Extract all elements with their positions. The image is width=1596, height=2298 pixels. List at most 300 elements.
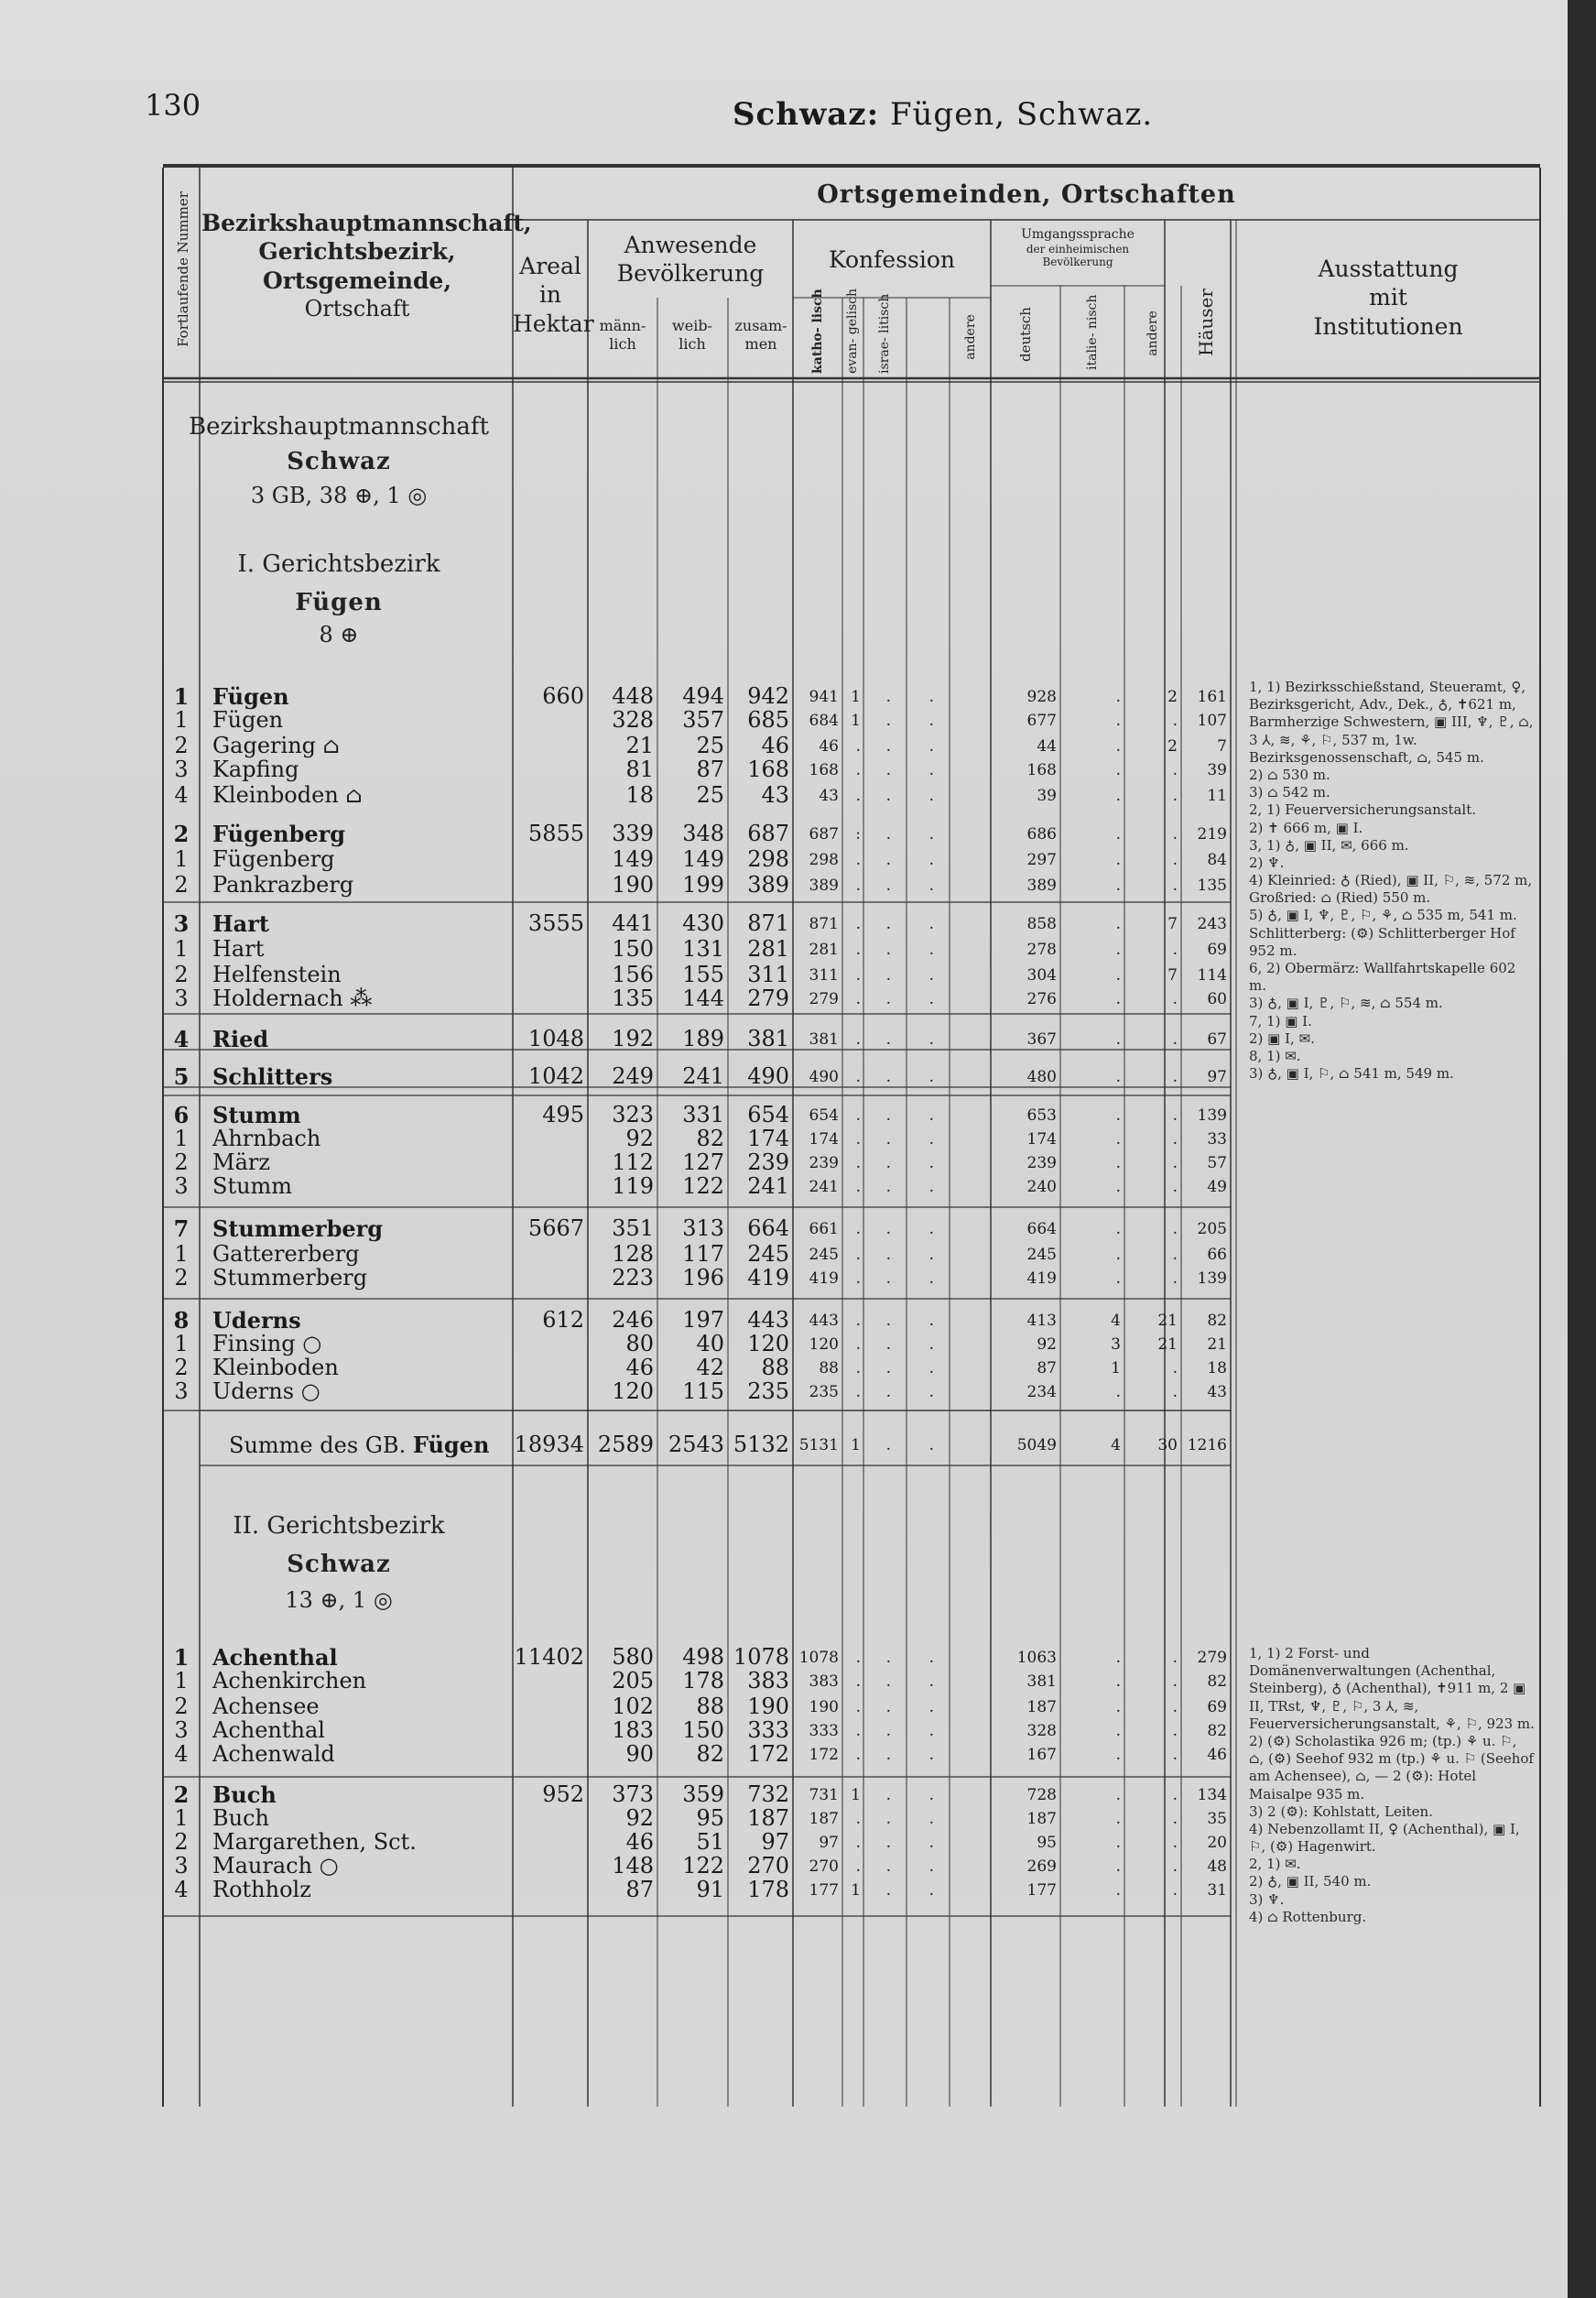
ortschaft-name: März — [212, 1149, 270, 1175]
cell-m: 150 — [612, 936, 654, 962]
cell-kath: 190 — [809, 1698, 839, 1716]
cell-evang: . — [855, 1246, 861, 1264]
cell-isr: . — [885, 1220, 891, 1238]
cell-deutsch: 677 — [1026, 712, 1057, 730]
cell-and_s: . — [1172, 825, 1178, 844]
cell-isr: . — [885, 966, 891, 985]
cell-ital: . — [1115, 1269, 1121, 1288]
cell-z: 443 — [747, 1307, 789, 1333]
ortschaft-name: Fügen — [212, 707, 284, 733]
cell-z: 333 — [747, 1717, 789, 1743]
ausstattung-entry: 2, 1) ✉. — [1249, 1856, 1301, 1873]
cell-isr: . — [885, 1154, 891, 1172]
summe-haeuser: 1216 — [1187, 1436, 1227, 1454]
cell-z: 178 — [747, 1877, 789, 1902]
row-number: 3 — [174, 1378, 189, 1404]
cell-evang: . — [855, 990, 861, 1008]
cell-ital: . — [1115, 1130, 1121, 1149]
header-israelitisch: israe- litisch — [877, 293, 892, 374]
row-number: 3 — [174, 1853, 189, 1879]
cell-and_k: . — [928, 688, 934, 706]
summe-italienisch: 4 — [1111, 1436, 1121, 1454]
cell-isr: . — [885, 915, 891, 933]
cell-and_s: . — [1172, 1068, 1178, 1086]
row-number: 8 — [173, 1307, 190, 1334]
cell-isr: . — [885, 1030, 891, 1049]
ortschaft-name: Fügenberg — [212, 846, 335, 872]
cell-and_s: . — [1172, 712, 1178, 730]
cell-w: 155 — [682, 962, 724, 987]
cell-areal: 11402 — [514, 1644, 584, 1670]
cell-evang: . — [855, 737, 861, 756]
cell-z: 187 — [747, 1805, 789, 1831]
cell-ital: . — [1115, 1834, 1121, 1852]
cell-and_s: 2 — [1167, 737, 1178, 756]
cell-deutsch: 278 — [1026, 941, 1057, 959]
cell-haeuser: 279 — [1197, 1649, 1227, 1667]
row-number: 1 — [174, 1668, 189, 1694]
cell-m: 448 — [612, 683, 654, 709]
ausstattung-entry: 2) (⚙) Scholastika 926 m; (tp.) ⚘ u. ⚐, ⌂, (⚙) Seehof 932 m (tp.) ⚘ u. ⚐ (Seehof am Achensee), ⌂, — 2 (⚙): Hotel Maisalpe 935 m. — [1249, 1732, 1534, 1802]
ortschaft-name: Kapfing — [212, 757, 299, 782]
cell-ital: . — [1115, 941, 1121, 959]
cell-w: 115 — [682, 1378, 724, 1404]
cell-deutsch: 858 — [1026, 915, 1057, 933]
cell-and_s: 7 — [1167, 966, 1178, 985]
cell-kath: 731 — [809, 1786, 839, 1804]
cell-z: 871 — [747, 910, 789, 936]
cell-haeuser: 46 — [1207, 1746, 1227, 1764]
cell-w: 494 — [682, 683, 724, 709]
cell-and_k: . — [928, 1068, 934, 1086]
cell-isr: . — [885, 1178, 891, 1196]
cell-deutsch: 1063 — [1016, 1649, 1057, 1667]
cell-ital: 3 — [1111, 1335, 1121, 1354]
cell-evang: . — [855, 1746, 861, 1764]
cell-isr: . — [885, 712, 891, 730]
cell-and_k: . — [928, 851, 934, 869]
cell-deutsch: 44 — [1037, 737, 1057, 756]
cell-deutsch: 419 — [1026, 1269, 1057, 1288]
cell-z: 685 — [747, 707, 789, 733]
cell-kath: 97 — [819, 1834, 839, 1852]
cell-areal: 495 — [542, 1102, 584, 1127]
cell-evang: . — [855, 1672, 861, 1691]
header-umgangssprache-line3: Bevölkerung — [1042, 256, 1113, 269]
cell-w: 95 — [696, 1805, 724, 1831]
cell-evang: . — [855, 1383, 861, 1401]
cell-ital: . — [1115, 1649, 1121, 1667]
row-number: 1 — [174, 1241, 189, 1267]
cell-w: 91 — [696, 1877, 724, 1902]
cell-ital: . — [1115, 1068, 1121, 1086]
cell-isr: . — [885, 787, 891, 805]
cell-evang: . — [855, 877, 861, 895]
cell-z: 311 — [747, 962, 789, 987]
cell-evang: : — [855, 825, 861, 844]
cell-kath: 443 — [809, 1312, 839, 1330]
cell-w: 82 — [696, 1741, 724, 1767]
cell-z: 654 — [747, 1102, 789, 1127]
cell-and_s: . — [1172, 1130, 1178, 1149]
header-umgangssprache-line2: der einheimischen — [1026, 242, 1130, 256]
cell-evang: . — [855, 1130, 861, 1149]
cell-and_k: . — [928, 1246, 934, 1264]
ausstattung-entry: 2) ▣ I, ✉. — [1249, 1029, 1315, 1047]
cell-haeuser: 11 — [1207, 787, 1227, 805]
cell-isr: . — [885, 1881, 891, 1900]
ortschaft-name: Stummerberg — [212, 1265, 368, 1291]
cell-kath: 270 — [809, 1857, 839, 1876]
header-areal-line2: in — [538, 281, 562, 309]
cell-m: 149 — [612, 846, 654, 872]
cell-evang: . — [855, 1312, 861, 1330]
ausstattung-entry: 3) ♁, ▣ I, ♇, ⚐, ≋, ⌂ 554 m. — [1249, 995, 1443, 1012]
cell-w: 348 — [682, 821, 724, 846]
ortsgemeinde-name: Achenthal — [212, 1644, 338, 1671]
cell-haeuser: 7 — [1217, 737, 1227, 756]
section-gb2-line2: Schwaz — [287, 1550, 391, 1578]
cell-w: 25 — [696, 733, 724, 758]
cell-haeuser: 161 — [1197, 688, 1227, 706]
cell-z: 732 — [747, 1781, 789, 1807]
cell-ital: . — [1115, 966, 1121, 985]
ortschaft-name: Kleinboden ⌂ — [212, 782, 363, 808]
cell-m: 156 — [612, 962, 654, 987]
cell-and_k: . — [928, 1220, 934, 1238]
section-gb2-line1: II. Gerichtsbezirk — [233, 1512, 445, 1540]
cell-ital: . — [1115, 990, 1121, 1008]
cell-areal: 1042 — [527, 1063, 584, 1089]
summe-label-pre: Summe des GB. — [229, 1432, 413, 1458]
cell-m: 18 — [625, 782, 654, 808]
cell-kath: 419 — [809, 1269, 839, 1288]
row-number: 4 — [174, 1741, 189, 1767]
header-andere-konfession: andere — [963, 314, 978, 360]
cell-and_s: . — [1172, 1810, 1178, 1828]
ortsgemeinde-name: Fügen — [212, 683, 289, 710]
cell-and_k: . — [928, 1335, 934, 1354]
header-zusammen: zusam- men — [734, 317, 787, 353]
cell-and_k: . — [928, 1154, 934, 1172]
cell-and_s: . — [1172, 1857, 1178, 1876]
cell-deutsch: 234 — [1026, 1383, 1057, 1401]
row-number: 2 — [174, 1829, 189, 1855]
ortsgemeinde-name: Ried — [212, 1026, 269, 1052]
cell-ital: . — [1115, 1178, 1121, 1196]
section-gb1-line3: 8 ⊕ — [319, 621, 359, 648]
cell-isr: . — [885, 1130, 891, 1149]
cell-z: 687 — [747, 821, 789, 846]
cell-kath: 245 — [809, 1246, 839, 1264]
cell-z: 270 — [747, 1853, 789, 1879]
header-konfession: Konfession — [828, 246, 955, 273]
cell-w: 122 — [682, 1173, 724, 1199]
cell-evang: . — [855, 1649, 861, 1667]
page-title-rest: Fügen, Schwaz. — [879, 96, 1154, 133]
cell-z: 172 — [747, 1741, 789, 1767]
summe-israelitisch: . — [885, 1436, 891, 1454]
cell-w: 144 — [682, 986, 724, 1011]
cell-and_s: . — [1172, 1722, 1178, 1740]
row-number: 7 — [173, 1215, 190, 1242]
cell-haeuser: 21 — [1207, 1335, 1227, 1354]
cell-deutsch: 728 — [1026, 1786, 1057, 1804]
cell-kath: 654 — [809, 1106, 839, 1125]
row-number: 2 — [174, 1149, 189, 1175]
cell-kath: 172 — [809, 1746, 839, 1764]
cell-haeuser: 66 — [1207, 1246, 1227, 1264]
cell-z: 174 — [747, 1126, 789, 1151]
row-number: 3 — [174, 1173, 189, 1199]
cell-and_s: . — [1172, 1220, 1178, 1238]
cell-deutsch: 653 — [1026, 1106, 1057, 1125]
cell-z: 168 — [747, 757, 789, 782]
cell-haeuser: 114 — [1197, 966, 1227, 985]
cell-w: 131 — [682, 936, 724, 962]
cell-areal: 1048 — [527, 1026, 584, 1051]
cell-and_s: . — [1172, 1383, 1178, 1401]
section-bh-line2: Schwaz — [287, 447, 391, 475]
cell-and_k: . — [928, 966, 934, 985]
cell-isr: . — [885, 1246, 891, 1264]
cell-and_s: 21 — [1157, 1312, 1178, 1330]
cell-and_k: . — [928, 1130, 934, 1149]
cell-m: 46 — [625, 1829, 654, 1855]
cell-deutsch: 239 — [1026, 1154, 1057, 1172]
cell-evang: . — [855, 1810, 861, 1828]
cell-kath: 298 — [809, 851, 839, 869]
cell-and_k: . — [928, 825, 934, 844]
cell-haeuser: 139 — [1197, 1106, 1227, 1125]
row-number: 4 — [174, 782, 189, 808]
cell-ital: . — [1115, 1246, 1121, 1264]
cell-z: 419 — [747, 1265, 789, 1291]
row-number: 3 — [174, 1717, 189, 1743]
cell-z: 190 — [747, 1694, 789, 1719]
cell-and_k: . — [928, 1106, 934, 1125]
header-evangelisch: evan- gelisch — [845, 289, 860, 374]
cell-isr: . — [885, 1746, 891, 1764]
header-katholisch: katho- lisch — [810, 289, 825, 374]
cell-evang: . — [855, 1178, 861, 1196]
cell-haeuser: 135 — [1197, 877, 1227, 895]
cell-m: 373 — [612, 1781, 654, 1807]
cell-and_s: . — [1172, 1834, 1178, 1852]
row-number: 2 — [173, 1781, 190, 1808]
ortschaft-name: Achenthal — [212, 1717, 325, 1743]
cell-z: 43 — [761, 782, 789, 808]
ausstattung-gb1 — [1249, 679, 1535, 1083]
summe-label-bold: Fügen — [412, 1432, 490, 1458]
cell-isr: . — [885, 1335, 891, 1354]
cell-and_k: . — [928, 1810, 934, 1828]
cell-m: 46 — [625, 1355, 654, 1380]
ortschaft-name: Kleinboden — [212, 1355, 339, 1380]
cell-z: 239 — [747, 1149, 789, 1175]
ausstattung-entry: 4) Kleinried: ♁ (Ried), ▣ II, ⚐, ≋, 572 m, — [1249, 872, 1533, 889]
cell-isr: . — [885, 1068, 891, 1086]
cell-haeuser: 243 — [1197, 915, 1227, 933]
cell-ital: . — [1115, 825, 1121, 844]
cell-deutsch: 87 — [1037, 1359, 1057, 1378]
header-umgangssprache — [991, 227, 1165, 269]
cell-ital: . — [1115, 1786, 1121, 1804]
ortschaft-name: Rothholz — [212, 1877, 311, 1902]
ortschaft-name: Uderns ○ — [212, 1378, 320, 1404]
ausstattung-entry: Großried: ⌂ (Ried) 550 m. — [1249, 889, 1431, 907]
cell-haeuser: 35 — [1207, 1810, 1227, 1828]
cell-and_s: . — [1172, 1106, 1178, 1125]
cell-haeuser: 49 — [1207, 1178, 1227, 1196]
header-deutsch: deutsch — [1017, 307, 1034, 362]
header-ausstattung — [1236, 255, 1540, 341]
cell-and_k: . — [928, 941, 934, 959]
cell-deutsch: 381 — [1026, 1672, 1057, 1691]
cell-and_s: 7 — [1167, 915, 1178, 933]
cell-ital: 1 — [1111, 1359, 1121, 1378]
cell-isr: . — [885, 1857, 891, 1876]
cell-z: 46 — [761, 733, 789, 758]
cell-w: 149 — [682, 846, 724, 872]
cell-and_k: . — [928, 1269, 934, 1288]
cell-evang: 1 — [851, 1881, 861, 1900]
cell-and_s: . — [1172, 1672, 1178, 1691]
cell-kath: 241 — [809, 1178, 839, 1196]
cell-m: 92 — [625, 1126, 654, 1151]
cell-ital: . — [1115, 877, 1121, 895]
row-number: 1 — [174, 1805, 189, 1831]
ortschaft-name: Stumm — [212, 1173, 293, 1199]
section-gerichtsbezirk-2 — [165, 1511, 513, 1615]
header-weiblich: weib- lich — [672, 317, 712, 353]
cell-ital: . — [1115, 1722, 1121, 1740]
cell-kath: 871 — [809, 915, 839, 933]
cell-m: 128 — [612, 1241, 654, 1267]
cell-w: 196 — [682, 1265, 724, 1291]
cell-isr: . — [885, 990, 891, 1008]
cell-z: 279 — [747, 986, 789, 1011]
cell-ital: . — [1115, 1220, 1121, 1238]
cell-and_k: . — [928, 1881, 934, 1900]
cell-evang: . — [855, 851, 861, 869]
cell-evang: . — [855, 1359, 861, 1378]
cell-evang: . — [855, 915, 861, 933]
ortsgemeinde-name: Stumm — [212, 1102, 301, 1128]
row-number: 3 — [173, 910, 190, 937]
ausstattung-entry: 8, 1) ✉. — [1249, 1047, 1301, 1064]
cell-kath: 311 — [809, 966, 839, 985]
cell-evang: . — [855, 1068, 861, 1086]
cell-and_k: . — [928, 1722, 934, 1740]
ausstattung-entry: 2) ♆. — [1249, 854, 1285, 871]
ausstattung-entry: 3) ⌂ 542 m. — [1249, 784, 1330, 801]
cell-haeuser: 67 — [1207, 1030, 1227, 1049]
cell-kath: 279 — [809, 990, 839, 1008]
cell-isr: . — [885, 1649, 891, 1667]
row-number: 1 — [174, 1331, 189, 1356]
cell-and_k: . — [928, 915, 934, 933]
cell-and_k: . — [928, 1649, 934, 1667]
summe-label — [229, 1432, 489, 1458]
ortschaft-name: Buch — [212, 1805, 269, 1831]
cell-z: 245 — [747, 1241, 789, 1267]
cell-and_s: . — [1172, 1246, 1178, 1264]
row-number: 2 — [174, 1694, 189, 1719]
cell-kath: 661 — [809, 1220, 839, 1238]
cell-haeuser: 82 — [1207, 1722, 1227, 1740]
cell-haeuser: 18 — [1207, 1359, 1227, 1378]
cell-evang: . — [855, 1154, 861, 1172]
cell-haeuser: 139 — [1197, 1269, 1227, 1288]
cell-deutsch: 92 — [1037, 1335, 1057, 1354]
cell-haeuser: 82 — [1207, 1672, 1227, 1691]
cell-deutsch: 297 — [1026, 851, 1057, 869]
ortschaft-name: Hart — [212, 936, 265, 962]
ausstattung-entry: 2) ♁, ▣ II, 540 m. — [1249, 1873, 1372, 1890]
cell-deutsch: 389 — [1026, 877, 1057, 895]
cell-haeuser: 39 — [1207, 761, 1227, 779]
cell-kath: 168 — [809, 761, 839, 779]
cell-and_s: . — [1172, 787, 1178, 805]
cell-z: 664 — [747, 1215, 789, 1241]
cell-haeuser: 134 — [1197, 1786, 1227, 1804]
cell-ital: . — [1115, 787, 1121, 805]
cell-ital: . — [1115, 915, 1121, 933]
cell-kath: 88 — [819, 1359, 839, 1378]
cell-w: 122 — [682, 1853, 724, 1879]
ausstattung-entry: 3) ♁, ▣ I, ⚐, ⌂ 541 m, 549 m. — [1249, 1065, 1454, 1083]
page-title-bold: Schwaz: — [733, 96, 880, 133]
cell-ital: . — [1115, 761, 1121, 779]
cell-deutsch: 367 — [1026, 1030, 1057, 1049]
cell-haeuser: 57 — [1207, 1154, 1227, 1172]
cell-w: 357 — [682, 707, 724, 733]
header-areal-line1: Areal — [519, 253, 581, 279]
cell-w: 199 — [682, 872, 724, 898]
cell-isr: . — [885, 1359, 891, 1378]
section-gerichtsbezirk-1 — [165, 550, 513, 649]
header-bevoelkerung-line2: Bevölkerung — [616, 260, 765, 288]
cell-isr: . — [885, 1383, 891, 1401]
header-maennlich: männ- lich — [599, 317, 646, 353]
ortsgemeinde-name: Uderns — [212, 1307, 301, 1334]
cell-ital: . — [1115, 712, 1121, 730]
cell-deutsch: 686 — [1026, 825, 1057, 844]
header-fortlaufende-nummer: Fortlaufende Nummer — [175, 191, 191, 347]
section-gb1-line1: I. Gerichtsbezirk — [237, 550, 440, 578]
cell-m: 323 — [612, 1102, 654, 1127]
cell-m: 112 — [612, 1149, 654, 1175]
ortschaft-name: Gattererberg — [212, 1241, 360, 1267]
cell-and_s: . — [1172, 1746, 1178, 1764]
cell-and_s: 21 — [1157, 1335, 1178, 1354]
cell-kath: 333 — [809, 1722, 839, 1740]
ausstattung-entry: 2) ⌂ 530 m. — [1249, 766, 1330, 783]
cell-haeuser: 219 — [1197, 825, 1227, 844]
section-gb1-line2: Fügen — [295, 588, 383, 616]
ausstattung-entry: 1, 1) Bezirksschießstand, Steueramt, ♀, Bezirksgericht, Adv., Dek., ♁, ✝621 m, Barmherzige Schwestern, ▣ III, ♆, ♇, ⌂, 3 ⅄, ≋, ⚘, ⚐, 537 m, 1w. Bezirksgenossenschaft, ⌂, 545 m. — [1249, 679, 1534, 766]
cell-areal: 952 — [542, 1781, 584, 1807]
cell-kath: 177 — [809, 1881, 839, 1900]
cell-isr: . — [885, 688, 891, 706]
cell-deutsch: 174 — [1026, 1130, 1057, 1149]
cell-z: 942 — [747, 683, 789, 709]
cell-deutsch: 928 — [1026, 688, 1057, 706]
cell-evang: . — [855, 1857, 861, 1876]
cell-w: 82 — [696, 1126, 724, 1151]
cell-m: 580 — [612, 1644, 654, 1670]
